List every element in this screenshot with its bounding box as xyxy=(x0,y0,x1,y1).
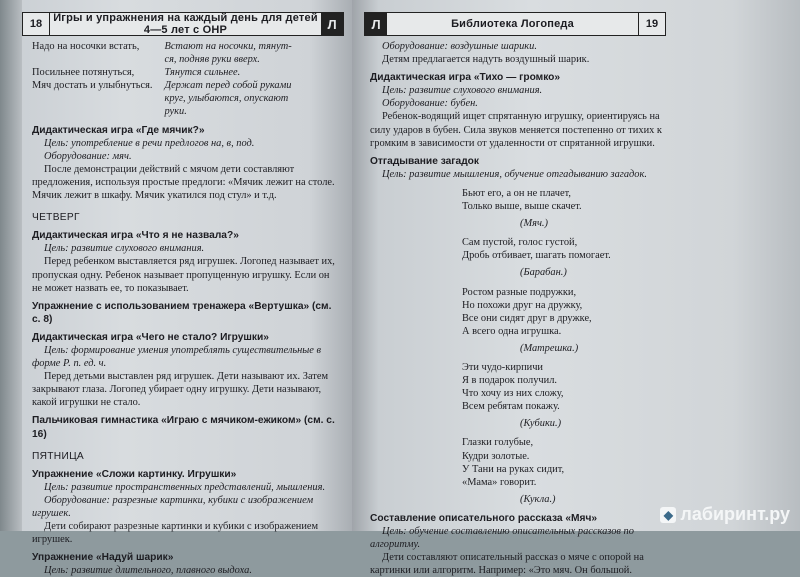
game-equipment: Оборудование: мяч. xyxy=(44,150,132,162)
exercise-equipment: Оборудование: разрезные картинки, кубики с изображением игрушек. xyxy=(32,494,314,519)
page-edge xyxy=(0,0,22,531)
left-page xyxy=(0,0,352,577)
section-day: ПЯТНИЦА xyxy=(32,450,85,462)
poem-line xyxy=(32,53,152,66)
riddle xyxy=(462,286,670,338)
riddle-line: Все они сидят друг в дружке, xyxy=(462,312,592,324)
riddles-title: Отгадывание загадок xyxy=(370,155,479,167)
poem-line: Мяч достать и улыбнуться. xyxy=(32,80,153,92)
game-goal: Цель: развитие слухового внимания. xyxy=(382,85,543,97)
riddles-goal: Цель: развитие мышления, обучение отгадыванию загадок. xyxy=(382,168,647,180)
left-page-header xyxy=(22,12,344,36)
riddle-line: «Мама» говорит. xyxy=(462,476,537,488)
exercise-goal: Цель: развитие пространственных представлений, мышления. xyxy=(44,481,326,493)
finger-gymnastics-title: Пальчиковая гимнастика «Играю с мячиком-ежиком» (см. с. 16) xyxy=(32,415,335,440)
story-text: Дети составляют описательный рассказ о мяче с опорой на картинки или алгоритм. Например: «Это мяч. Он большой. xyxy=(370,552,644,577)
riddle xyxy=(462,236,670,262)
riddle-line: Эти чудо-кирпичи xyxy=(462,361,543,373)
labirint-logo-icon: ◆ xyxy=(660,507,676,523)
poem-action: руки. xyxy=(164,106,187,118)
story-goal: Цель: обучение составлению описательных рассказов по алгоритму. xyxy=(370,526,634,551)
exercise-title: Упражнение «Сложи картинку. Игрушки» xyxy=(32,468,237,480)
story-title: Составление описательного рассказа «Мяч» xyxy=(370,512,598,524)
game-text: Ребенок-водящий ищет спрятанную игрушку, ориентируясь на силу ударов в бубен. Сила звуков меняется постепенно от тихих к громким в зависимости от удаленности от спрятанной игрушки. xyxy=(370,111,662,149)
game-text: Перед детьми выставлен ряд игрушек. Дети называют их. Затем закрывают глаза. Логопед убирает одну игрушку. Дети называют, какой игрушки не стало. xyxy=(32,371,329,409)
riddle-line: Что хочу из них сложу, xyxy=(462,388,564,400)
poem-line: Надо на носочки встать, xyxy=(32,41,140,52)
poem-action: Встают на носочки, тянут- xyxy=(164,41,292,52)
riddle-line: У Тани на руках сидит, xyxy=(462,463,565,475)
game-goal: Цель: употребление в речи предлогов на, в, под. xyxy=(44,137,255,149)
running-title: Игры и упражнения на каждый день для детей 4—5 лет с ОНР xyxy=(53,12,318,36)
riddle-answer: (Матрешка.) xyxy=(520,342,579,354)
action-poem xyxy=(32,40,342,119)
logo-tab: Л xyxy=(365,13,387,35)
riddle-line: Но похожи друг на дружку, xyxy=(462,299,583,311)
game-goal: Цель: формирование умения употреблять существительные в форме Р. п. ед. ч. xyxy=(32,344,321,370)
watermark-text: лабиринт.ру xyxy=(680,504,790,524)
page-number: 18 xyxy=(23,13,50,35)
riddle-line: Дробь отбивает, шагать помогает. xyxy=(462,250,611,262)
poem-action: Держат перед собой руками xyxy=(164,80,292,92)
watermark xyxy=(660,504,790,525)
riddle-answer: (Мяч.) xyxy=(520,218,548,230)
right-column xyxy=(370,40,670,577)
riddle-line: Кудри золотые. xyxy=(462,450,530,462)
page-number: 19 xyxy=(638,13,665,35)
riddle-line: Сам пустой, голос густой, xyxy=(462,237,578,249)
riddle-line: Глазки голубые, xyxy=(462,437,534,449)
exercise-title: Упражнение «Надуй шарик» xyxy=(32,552,174,564)
riddle-answer: (Барабан.) xyxy=(520,267,567,279)
game-title: Дидактическая игра «Что я не назвала?» xyxy=(32,230,239,242)
poem-action: круг, улыбаются, опускают xyxy=(164,93,289,105)
running-title: Библиотека Логопеда xyxy=(451,18,574,30)
game-text: После демонстрации действий с мячом дети составляют предложения, используя простые предлоги: «Мячик лежит на столе. Мячик лежит в шкафу. Мячик укатился под стул» и т.д. xyxy=(32,163,335,202)
game-title: Дидактическая игра «Где мячик?» xyxy=(32,124,205,136)
game-goal: Цель: развитие слухового внимания. xyxy=(44,243,205,255)
game-equipment: Оборудование: бубен. xyxy=(382,98,478,110)
riddle-line: Бьют его, а он не плачет, xyxy=(462,187,571,199)
riddle-answer: (Кукла.) xyxy=(520,493,556,505)
riddle-answer: (Кубики.) xyxy=(520,418,562,430)
riddle xyxy=(462,436,670,488)
exercise-equipment: Оборудование: воздушные шарики. xyxy=(382,41,537,52)
exercise-goal: Цель: развитие длительного, плавного выдоха. xyxy=(44,565,252,577)
riddle xyxy=(462,187,670,213)
exercise-title: Упражнение с использованием тренажера «Вертушка» (см. с. 8) xyxy=(32,300,332,325)
poem-action: Тянутся сильнее. xyxy=(164,67,241,79)
right-page xyxy=(352,0,800,577)
riddle-line: Ростом разные подружки, xyxy=(462,286,577,298)
left-column xyxy=(32,40,342,577)
section-day: ЧЕТВЕРГ xyxy=(32,212,80,224)
riddle-line: Я в подарок получил. xyxy=(462,375,557,387)
right-page-header xyxy=(364,12,666,36)
poem-action: ся, подняв руки вверх. xyxy=(164,54,260,66)
riddle xyxy=(462,361,670,413)
riddle-line: Только выше, выше скачет. xyxy=(462,201,582,213)
poem-line: Посильнее потянуться, xyxy=(32,67,135,79)
game-title: Дидактическая игра «Тихо — громко» xyxy=(370,72,561,84)
game-title: Дидактическая игра «Чего не стало? Игрушки» xyxy=(32,331,269,343)
game-text: Перед ребенком выставляется ряд игрушек. Логопед называет их, пропуская одну. Ребенок называет пропущенную игрушку. Если он не может назвать ее, то показывает. xyxy=(32,256,335,294)
logo-tab: Л xyxy=(321,13,343,35)
exercise-text: Дети собирают разрезные картинки и кубики с изображением игрушек. xyxy=(32,521,319,546)
riddle-line: Всем ребятам покажу. xyxy=(462,401,560,413)
riddle-line: А всего одна игрушка. xyxy=(462,325,562,337)
exercise-text: Детям предлагается надуть воздушный шарик. xyxy=(382,54,590,66)
